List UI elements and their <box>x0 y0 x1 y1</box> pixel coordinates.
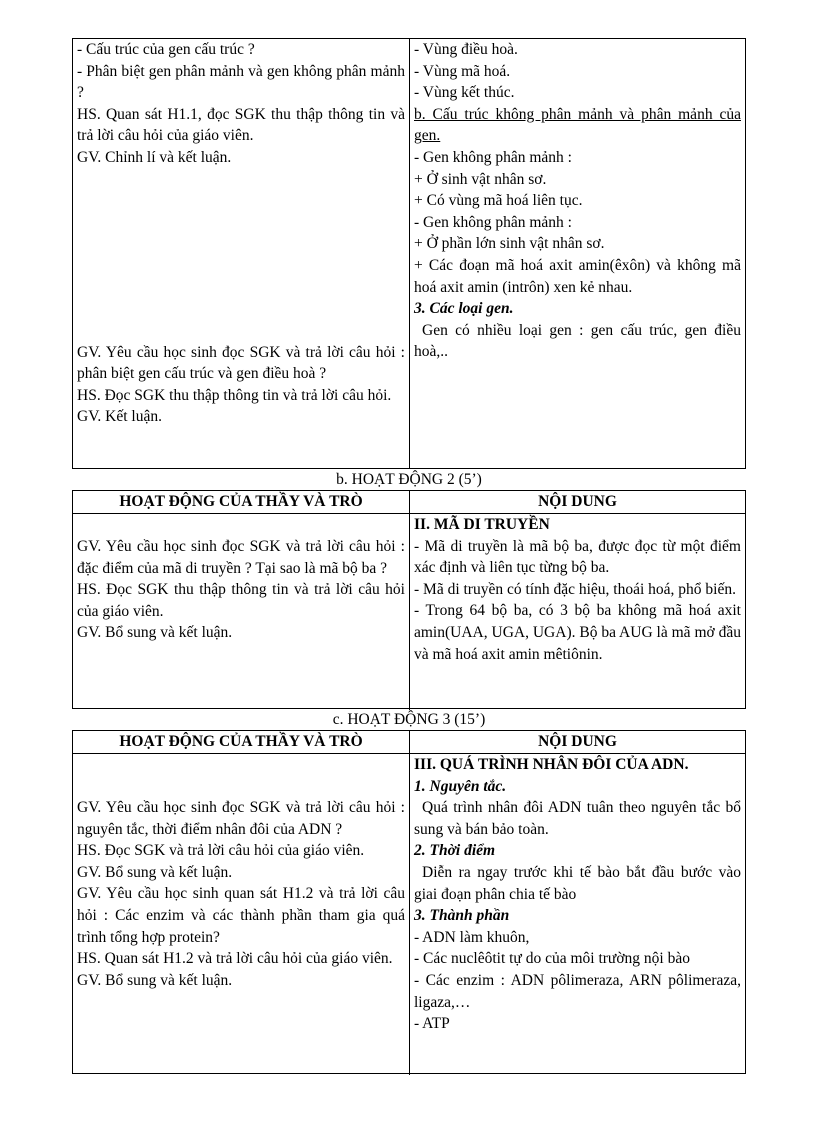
text-line: - Gen không phân mảnh : <box>414 148 572 166</box>
text-line: - ADN làm khuôn, <box>414 928 530 946</box>
activity-table-2 <box>72 490 746 709</box>
text-line: GV. Bổ sung và kết luận. <box>77 624 233 642</box>
text-line: GV. Bổ sung và kết luận. <box>77 863 233 881</box>
text-line: - Vùng mã hoá. <box>414 62 511 80</box>
text-line: - Trong 64 bộ ba, có 3 bộ ba không mã hoá axit amin(UAA, UGA, UGA). Bộ ba AUG là mã mở đầu và mã hoá axit amin mêtiônin. <box>414 602 741 663</box>
text-line: - Phân biệt gen phân mảnh và gen không phân mảnh ? <box>77 62 405 102</box>
text-line: - Mã di truyền có tính đặc hiệu, thoái hoá, phổ biến. <box>414 580 736 598</box>
subsection-heading: b. Cấu trúc không phân mảnh và phân mảnh của gen. <box>414 105 741 145</box>
section-title: c. HOẠT ĐỘNG 3 (15’) <box>332 711 486 728</box>
text-line: GV. Chỉnh lí và kết luận. <box>77 148 232 166</box>
text-line: - Các nuclêôtit tự do của môi trường nội bào <box>414 950 690 968</box>
text-line: - Vùng điều hoà. <box>414 41 518 58</box>
section-heading: III. QUÁ TRÌNH NHÂN ĐÔI CỦA ADN. <box>414 756 689 773</box>
header-content: NỘI DUNG <box>538 493 617 510</box>
section-heading: II. MÃ DI TRUYỀN <box>414 516 550 533</box>
header-activity: HOẠT ĐỘNG CỦA THẦY VÀ TRÒ <box>73 491 410 513</box>
header-activity: HOẠT ĐỘNG CỦA THẦY VÀ TRÒ <box>73 731 410 753</box>
text-line: Diễn ra ngay trước khi tế bào bắt đầu bước vào giai đoạn phân chia tế bào <box>414 863 741 903</box>
teacher-activity-column <box>73 39 410 468</box>
text-line: GV. Yêu cầu học sinh đọc SGK và trả lời câu hỏi : nguyên tắc, thời điểm nhân đôi của ADN ? <box>77 799 405 838</box>
text-line: GV. Yêu cầu học sinh quan sát H1.2 và trả lời câu hỏi : Các enzim và các thành phần tham gia quá trình tổng hợp protein? <box>77 885 405 946</box>
text-line: HS. Quan sát H1.2 và trả lời câu hỏi của giáo viên. <box>77 950 393 968</box>
text-line: - Cấu trúc của gen cấu trúc ? <box>77 41 255 58</box>
activity-table-3 <box>72 730 746 1074</box>
section-title: b. HOẠT ĐỘNG 2 (5’) <box>336 471 482 488</box>
text-line: HS. Quan sát H1.1, đọc SGK thu thập thông tin và trả lời câu hỏi của giáo viên. <box>77 105 405 145</box>
subsection-heading: 3. Thành phần <box>414 907 510 925</box>
table-continuation <box>72 38 746 469</box>
table-header <box>73 731 745 754</box>
subsection-heading: 2. Thời điểm <box>414 842 496 860</box>
text-line: GV. Yêu cầu học sinh đọc SGK và trả lời câu hỏi : phân biệt gen cấu trúc và gen điều hoà ? <box>77 343 405 383</box>
content-column <box>410 754 745 1075</box>
text-line: GV. Kết luận. <box>77 408 162 426</box>
text-line: HS. Đọc SGK thu thập thông tin và trả lời câu hỏi. <box>77 386 392 404</box>
text-line: Gen có nhiều loại gen : gen cấu trúc, gen điều hoà,.. <box>414 321 741 361</box>
subsection-heading: 3. Các loại gen. <box>414 300 514 318</box>
text-line: - ATP <box>414 1015 450 1033</box>
text-line: - Vùng kết thúc. <box>414 84 515 102</box>
text-line: + Có vùng mã hoá liên tục. <box>414 192 583 210</box>
subsection-heading: 1. Nguyên tắc. <box>414 777 507 795</box>
text-line: HS. Đọc SGK và trả lời câu hỏi của giáo viên. <box>77 842 365 860</box>
content-column <box>410 514 745 710</box>
text-line: - Gen không phân mảnh : <box>414 213 572 231</box>
teacher-activity-column <box>73 514 410 710</box>
teacher-activity-column <box>73 754 410 1075</box>
text-line: + Các đoạn mã hoá axit amin(êxôn) và không mã hoá axit amin (intrôn) xen kẻ nhau. <box>414 256 741 296</box>
text-line: - Mã di truyền là mã bộ ba, được đọc từ một điểm xác định và liên tục từng bộ ba. <box>414 537 741 577</box>
text-line: GV. Bổ sung và kết luận. <box>77 971 233 989</box>
text-line: + Ở sinh vật nhân sơ. <box>414 170 547 188</box>
text-line: GV. Yêu cầu học sinh đọc SGK và trả lời câu hỏi : đặc điểm của mã di truyền ? Tại sao là mã bộ ba ? <box>77 538 405 577</box>
table-header <box>73 491 745 514</box>
header-content: NỘI DUNG <box>538 733 617 750</box>
content-column <box>410 39 745 468</box>
text-line: + Ở phần lớn sinh vật nhân sơ. <box>414 235 605 253</box>
text-line: - Các enzim : ADN pôlimeraza, ARN pôlimeraza, ligaza,… <box>414 971 741 1011</box>
text-line: HS. Đọc SGK thu thập thông tin và trả lời câu hỏi của giáo viên. <box>77 581 405 620</box>
text-line: Quá trình nhân đôi ADN tuân theo nguyên tắc bổ sung và bán bảo toàn. <box>414 799 741 838</box>
